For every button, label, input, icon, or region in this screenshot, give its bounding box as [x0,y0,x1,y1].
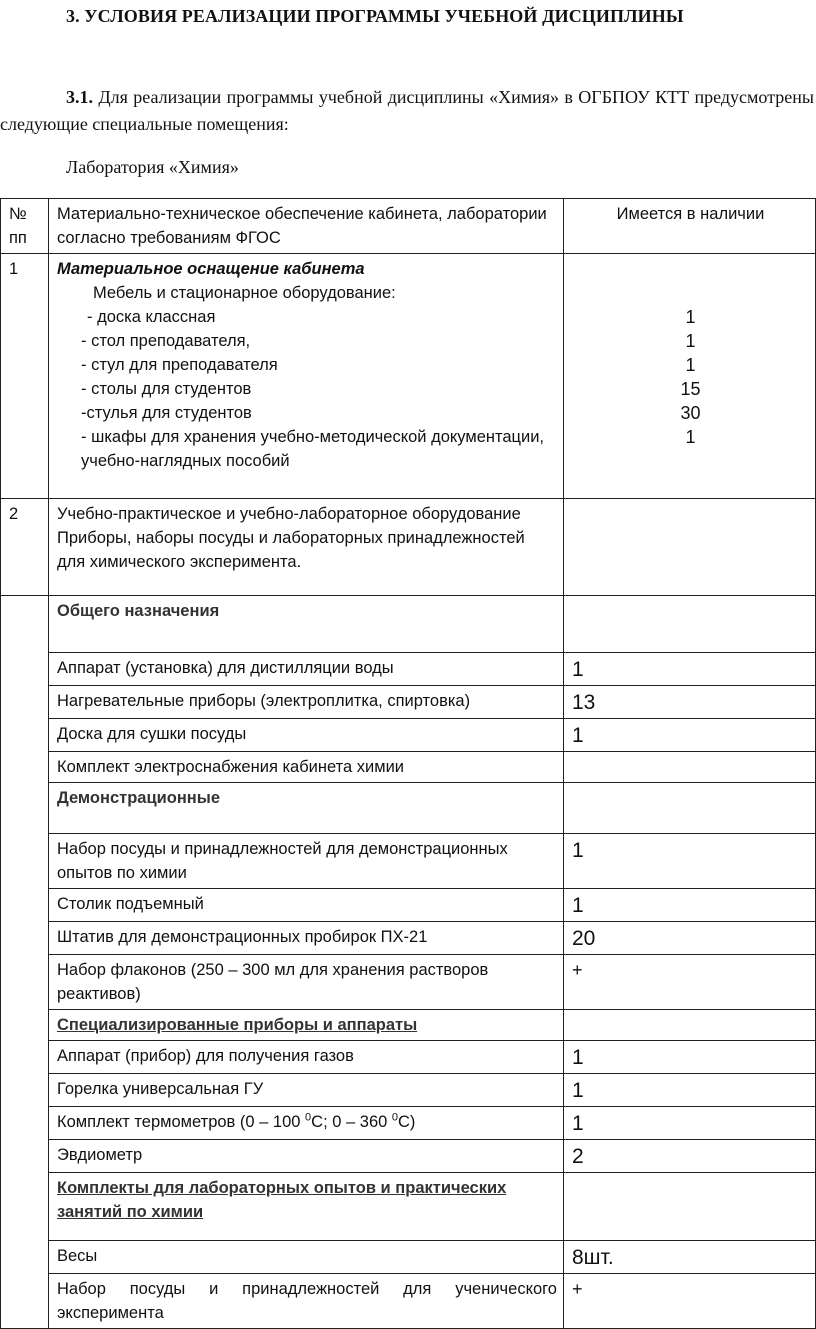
row1-desc [49,254,564,499]
item-name: Набор посуды и принадлежностей для демонстрационных опытов по химии [49,834,564,889]
row1-item-4: -стулья для студентов [81,404,252,422]
item-name: Весы [49,1241,564,1274]
row1-item-3: - столы для студентов [81,380,252,398]
table-row [1,834,816,889]
row1-item-0: - доска классная [87,308,216,326]
row1-item-5: - шкафы для хранения учебно-методической документации, учебно-наглядных пособий [81,428,545,470]
table-row [1,955,816,1010]
row1-qty-1: 1 [685,331,696,351]
item-name: Аппарат (прибор) для получения газов [49,1041,564,1074]
lab-title: Лаборатория «Химия» [66,157,239,177]
row1-qty-5: 1 [685,427,696,447]
item-name: Набор флаконов (250 – 300 мл для хранения растворов реактивов) [49,955,564,1010]
row1-subheading: Мебель и стационарное оборудование: [93,284,396,302]
table-row [1,922,816,955]
intro-text: Для реализации программы учебной дисциплины «Химия» в ОГБПОУ КТТ предусмотрены следующие специальные помещения: [0,87,814,134]
item-qty: 1 [572,839,584,862]
row1-num: 1 [1,254,49,499]
row1-qty-3: 15 [680,379,701,399]
table-row [1,1107,816,1140]
item-qty: 1 [572,1046,584,1069]
table-row [1,889,816,922]
table-header-row [1,199,816,254]
section-general-qty [564,596,816,653]
intro-paragraph [0,84,814,138]
row2-line2: Приборы, наборы посуды и лабораторных принадлежностей для химического эксперимента. [57,529,525,571]
item-name: Набор посуды и принадлежностей для ученического эксперимента [49,1274,564,1329]
intro-number: 3.1. [66,87,93,107]
table-row [1,1241,816,1274]
row2-line1: Учебно-практическое и учебно-лабораторное оборудование [57,505,521,523]
table-row [1,1140,816,1173]
section-kits-qty [564,1173,816,1241]
row1-qty [564,254,816,499]
item-name: Доска для сушки посуды [49,719,564,752]
item-name: Горелка универсальная ГУ [49,1074,564,1107]
equipment-table [0,198,816,1329]
row1-item-1: - стол преподавателя, [81,332,251,350]
section-general: Общего назначения [49,596,564,653]
item-qty: 13 [572,691,596,714]
row1-heading: Материальное оснащение кабинета [57,260,365,278]
row1-item-2: - стул для преподавателя [81,356,278,374]
item-name: Эвдиометр [49,1140,564,1173]
header-desc: Материально-техническое обеспечение кабинета, лаборатории согласно требованиям ФГОС [49,199,564,254]
table-row [1,653,816,686]
section-demo: Демонстрационные [49,783,564,834]
table-row [1,686,816,719]
section-title: 3. УСЛОВИЯ РЕАЛИЗАЦИИ ПРОГРАММЫ УЧЕБНОЙ ДИСЦИПЛИНЫ [66,6,684,26]
table-row-1 [1,254,816,499]
item-qty: 8шт. [572,1246,614,1269]
item-qty: 1 [572,894,584,917]
row2-qty [564,499,816,596]
section-special-row [1,1010,816,1041]
table-row [1,1274,816,1329]
item-qty [572,755,809,757]
table-row-2 [1,499,816,596]
row1-qty-4: 30 [680,403,701,423]
item-name: Штатив для демонстрационных пробирок ПХ-21 [49,922,564,955]
item-qty: 1 [572,724,584,747]
item-qty: 1 [572,1079,584,1102]
header-num: № пп [1,199,49,254]
table-row [1,752,816,783]
header-qty: Имеется в наличии [564,199,816,254]
item-qty: 1 [572,1112,584,1135]
section-special-qty [564,1010,816,1041]
row2-desc [49,499,564,596]
num-column-empty [1,596,49,1329]
item-name: Нагревательные приборы (электроплитка, спиртовка) [49,686,564,719]
item-qty: 1 [572,658,584,681]
item-name: Столик подъемный [49,889,564,922]
table-row [1,1074,816,1107]
item-qty: + [572,960,583,980]
item-qty: + [572,1279,583,1299]
section-general-row [1,596,816,653]
section-kits: Комплекты для лабораторных опытов и практических занятий по химии [49,1173,564,1241]
row2-num: 2 [1,499,49,596]
section-special: Специализированные приборы и аппараты [49,1010,564,1041]
section-kits-row [1,1173,816,1241]
row1-qty-0: 1 [685,307,696,327]
item-name: Аппарат (установка) для дистилляции воды [49,653,564,686]
table-row [1,719,816,752]
section-demo-row [1,783,816,834]
section-demo-qty [564,783,816,834]
item-name: Комплект термометров (0 – 100 $^0$С; 0 – 360 $^0$С) [49,1107,564,1140]
table-row [1,1041,816,1074]
item-qty: 2 [572,1145,584,1168]
item-qty: 20 [572,927,596,950]
row1-qty-2: 1 [685,355,696,375]
item-name: Комплект электроснабжения кабинета химии [49,752,564,783]
